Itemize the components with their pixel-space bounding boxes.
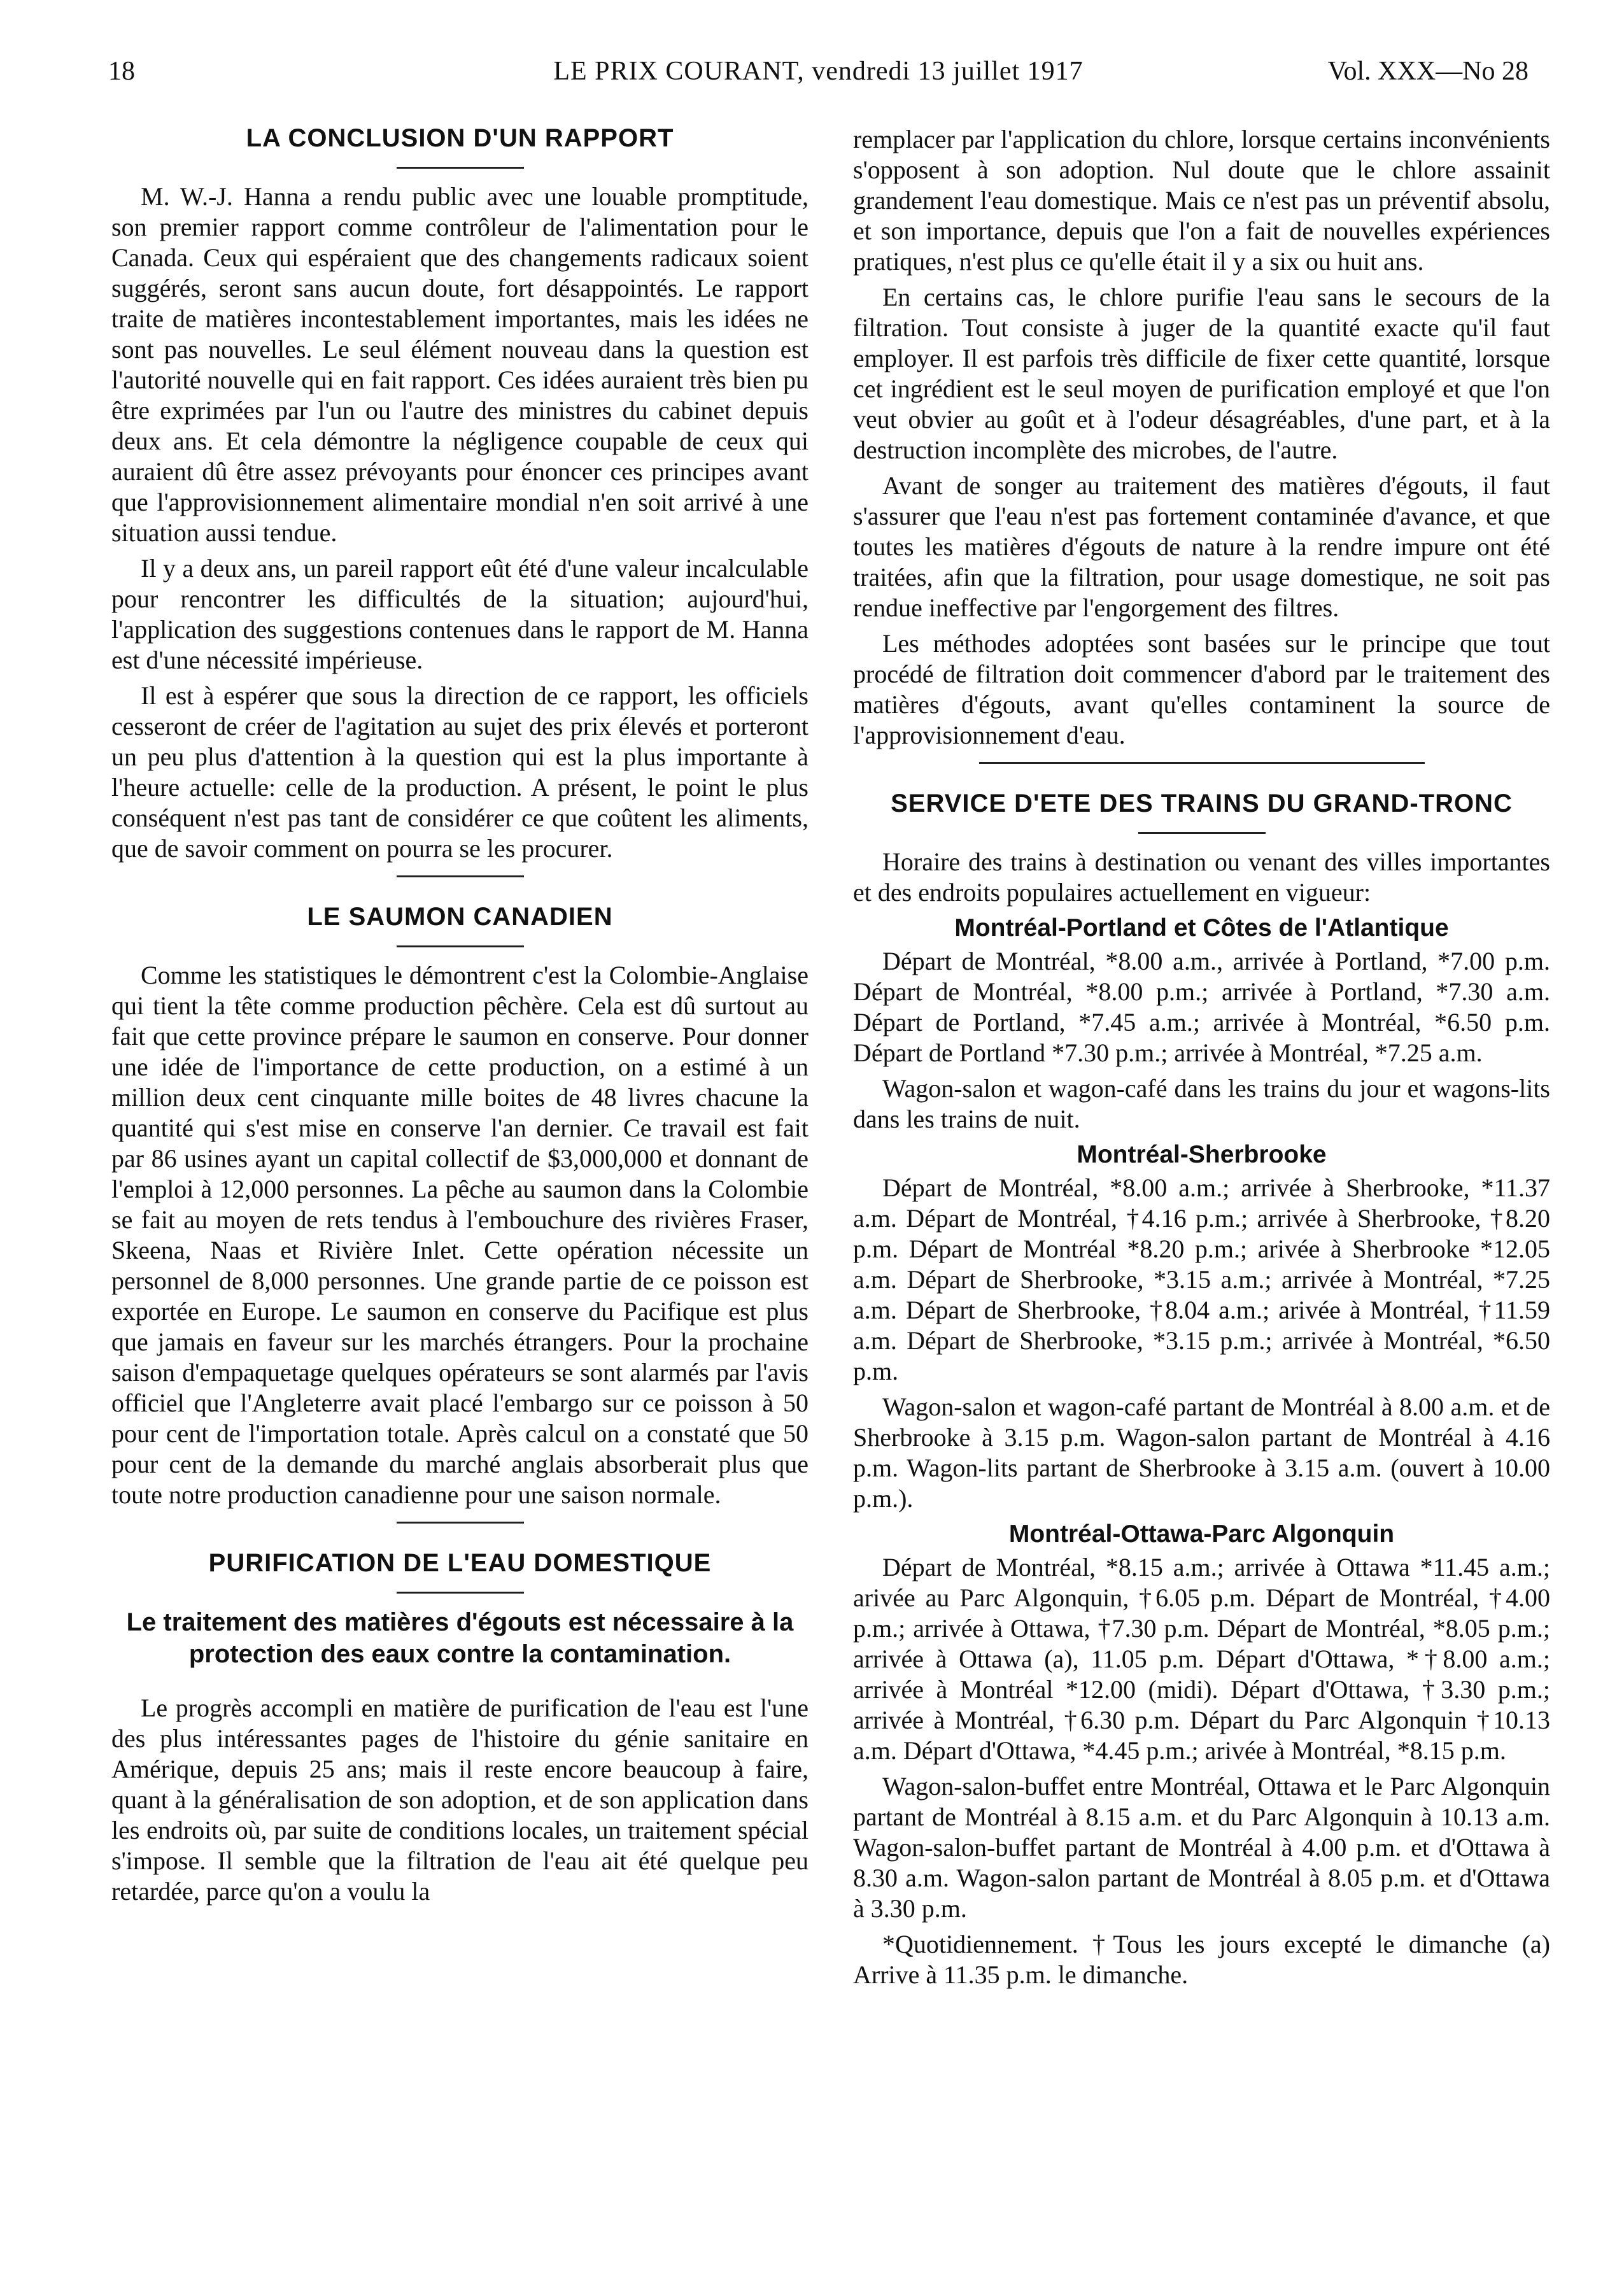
- page-number: 18: [108, 57, 135, 86]
- article-title-saumon: LE SAUMON CANADIEN: [307, 903, 613, 931]
- section-divider: [397, 875, 524, 877]
- schedule-paragraph: Départ de Montréal, *8.00 a.m., arrivée à Portland, *7.00 p.m. Départ de Montréal, *8.00 p.m.; arrivée à Portland, *7.30 a.m. Départ de Portland, *7.45 a.m.; arrivée à Montréal, *6.50 p.m. Départ de Portland *7.30 p.m.; arrivée à Montréal, *7.25 a.m.: [853, 947, 1550, 1067]
- paragraph: remplacer par l'application du chlore, lorsque certains inconvénients s'opposent à son adoption. Nul doute que le chlore assainit grandement l'eau domestique. Mais ce n'est pas un préventif absolu, et son importance, depuis que l'on a fait de nouvelles expériences pratiques, n'est plus ce qu'elle était il y a six ou huit ans.: [853, 125, 1550, 276]
- schedule-paragraph: Départ de Montréal, *8.00 a.m.; arrivée à Sherbrooke, *11.37 a.m. Départ de Montréal, †4.16 p.m.; arrivée à Sherbrooke, †8.20 p.m. Départ de Montréal *8.20 p.m.; arivée à Sherbrooke *12.05 a.m. Départ de Sherbrooke, *3.15 a.m.; arrivée à Montréal, *7.25 a.m. Départ de Sherbrooke, †8.04 a.m.; arivée à Montréal, †11.59 a.m. Départ de Sherbrooke, *3.15 p.m.; arrivée à Montréal, *6.50 p.m.: [853, 1173, 1550, 1385]
- title-rule: [1138, 832, 1266, 834]
- schedule-paragraph: Wagon-salon et wagon-café partant de Montréal à 8.00 a.m. et de Sherbrooke à 3.15 p.m. Wagon-salon partant de Montréal à 4.16 p.m. Wagon-lits partant de Sherbrooke à 3.15 a.m. (ouvert à 10.00 p.m.).: [853, 1392, 1550, 1513]
- route-heading-algonquin: Montréal-Ottawa-Parc Algonquin: [1008, 1520, 1395, 1548]
- schedule-paragraph: Départ de Montréal, *8.15 a.m.; arrivée à Ottawa *11.45 a.m.; arivée au Parc Algonquin, †6.05 p.m. Départ de Montréal, †4.00 p.m.; arrivée à Ottawa, †7.30 p.m. Départ de Montréal, *8.05 p.m.; arrivée à Ottawa (a), 11.05 p.m. Départ d'Ottawa, *†8.00 a.m.; arrivée à Montréal *12.00 (midi). Départ d'Ottawa, †3.30 p.m.; arrivée à Montréal, †6.30 p.m. Départ du Parc Algonquin †10.13 a.m. Départ d'Ottawa, *4.45 p.m.; arivée à Montréal, *8.15 p.m.: [853, 1553, 1550, 1765]
- page-header: [108, 56, 1529, 94]
- article-title-conclusion: LA CONCLUSION D'UN RAPPORT: [246, 124, 674, 152]
- route-heading-portland: Montréal-Portland et Côtes de l'Atlantique: [954, 914, 1449, 942]
- title-rule: [397, 1592, 524, 1594]
- paragraph: Avant de songer au traitement des matières d'égouts, il faut s'assurer que l'eau n'est pas fortement contaminée d'avance, et que toutes les matières d'égouts de nature à la rendre impure ont été traitées, afin que la filtration, pour usage domestique, ne soit pas rendue ineffective par l'engorgement des filtres.: [853, 471, 1550, 622]
- left-column: [111, 124, 808, 1912]
- schedule-footnote: *Quotidiennement. †Tous les jours excepté le dimanche (a) Arrive à 11.35 p.m. le dimanche.: [853, 1930, 1550, 1989]
- paragraph: M. W.-J. Hanna a rendu public avec une louable promptitude, son premier rapport comme contrôleur de l'alimentation pour le Canada. Ceux qui espéraient que des changements radicaux soient suggérés, seront sans aucun doute, fort désappointés. Le rapport traite de matières incontestablement importantes, mais les idées ne sont pas nouvelles. Le seul élément nouveau dans la question est l'autorité nouvelle qui en fait rapport. Ces idées auraient très bien pu être exprimées par l'un ou l'autre des ministres du cabinet depuis deux ans. Et cela démontre la négligence coupable de ceux qui auraient dû être assez prévoyants pour énoncer ces principes avant que l'approvisionnement alimentaire mondial n'en soit arrivé à une situation aussi tendue.: [111, 182, 808, 547]
- paragraph: Le progrès accompli en matière de purification de l'eau est l'une des plus intéressantes pages de l'histoire du génie sanitaire en Amérique, depuis 25 ans; mais il reste encore beaucoup à faire, quant à la généralisation de son adoption, et de son application dans les endroits où, par suite de conditions locales, un traitement spécial s'impose. Il semble que la filtration de l'eau ait été quelque peu retardée, parce qu'on a voulu la: [111, 1694, 808, 1906]
- section-divider: [979, 762, 1425, 764]
- paragraph: Il y a deux ans, un pareil rapport eût été d'une valeur incalculable pour rencontrer les difficultés de la situation; aujourd'hui, l'application des suggestions contenues dans le rapport de M. Hanna est d'une nécessité impérieuse.: [111, 554, 808, 674]
- paragraph: Comme les statistiques le démontrent c'est la Colombie-Anglaise qui tient la tête comme production pêchère. Cela est dû surtout au fait que cette province prépare le saumon en conserve. Pour donner une idée de l'importance de cette production, on a estimé à un million deux cent cinquante mille boites de 48 livres chacune la quantité qui s'est mise en conserve l'an dernier. Ce travail est fait par 86 usines ayant un capital collectif de $3,000,000 et donnant de l'emploi à 12,000 personnes. La pêche au saumon dans la Colombie se fait au moyen de rets tendus à l'embouchure des rivières Fraser, Skeena, Naas et Rivière Inlet. Cette opération nécessite un personnel de 8,000 personnes. Une grande partie de ce poisson est exportée en Europe. Le saumon en conserve du Pacifique est plus que jamais en faveur sur les marchés étrangers. Pour la prochaine saison d'empaquetage quelques opérateurs se sont alarmés par l'avis officiel que l'Angleterre avait placé l'embargo sur ce poisson à 50 pour cent de l'importation totale. Après calcul on a constaté que 50 pour cent de la demande du marché anglais absorberait plus que toute notre production canadienne pour une saison normale.: [111, 961, 808, 1509]
- title-rule: [397, 167, 524, 169]
- right-column: [853, 124, 1550, 1995]
- trains-intro: Horaire des trains à destination ou venant des villes importantes et des endroits populaires actuellement en vigueur:: [853, 847, 1550, 907]
- title-rule: [397, 945, 524, 947]
- paragraph: Il est à espérer que sous la direction de ce rapport, les officiels cesseront de créer de l'agitation au sujet des prix élevés et porteront un peu plus d'attention à la question qui est la plus importante à l'heure actuelle: celle de la production. A présent, le point le plus conséquent n'est pas tant de considérer ce que coûtent les aliments, que de savoir comment on pourra se les procurer.: [111, 681, 808, 863]
- paragraph: Les méthodes adoptées sont basées sur le principe que tout procédé de filtration doit commencer d'abord par le traitement des matières d'égouts, avant qu'elles contaminent la source de l'approvisionnement d'eau.: [853, 629, 1550, 749]
- section-divider: [397, 1522, 524, 1524]
- route-heading-sherbrooke: Montréal-Sherbrooke: [1077, 1141, 1327, 1168]
- paragraph: En certains cas, le chlore purifie l'eau sans le secours de la filtration. Tout consiste à juger de la quantité exacte qu'il faut employer. Il est parfois très difficile de fixer cette quantité, lorsque cet ingrédient est le seul moyen de purification employé et que l'on veut obvier au goût et à l'odeur désagréables, d'une part, et à la destruction incomplète des microbes, de l'autre.: [853, 283, 1550, 464]
- volume-number: Vol. XXX—No 28: [1327, 57, 1529, 86]
- schedule-paragraph: Wagon-salon et wagon-café dans les trains du jour et wagons-lits dans les trains de nuit.: [853, 1074, 1550, 1133]
- running-title: LE PRIX COURANT, vendredi 13 juillet 1917: [553, 57, 1084, 86]
- article-title-trains: SERVICE D'ETE DES TRAINS DU GRAND-TRONC: [891, 789, 1513, 817]
- article-title-purification: PURIFICATION DE L'EAU DOMESTIQUE: [208, 1549, 712, 1577]
- schedule-paragraph: Wagon-salon-buffet entre Montréal, Ottawa et le Parc Algonquin partant de Montréal à 8.15 a.m. et du Parc Algonquin à 10.13 a.m. Wagon-salon-buffet partant de Montréal à 4.00 p.m. et d'Ottawa à 8.30 a.m. Wagon-salon partant de Montréal à 8.05 p.m. et d'Ottawa à 3.30 p.m.: [853, 1772, 1550, 1923]
- article-subtitle: Le traitement des matières d'égouts est nécessaire à la protection des eaux contre la contamination.: [126, 1608, 794, 1668]
